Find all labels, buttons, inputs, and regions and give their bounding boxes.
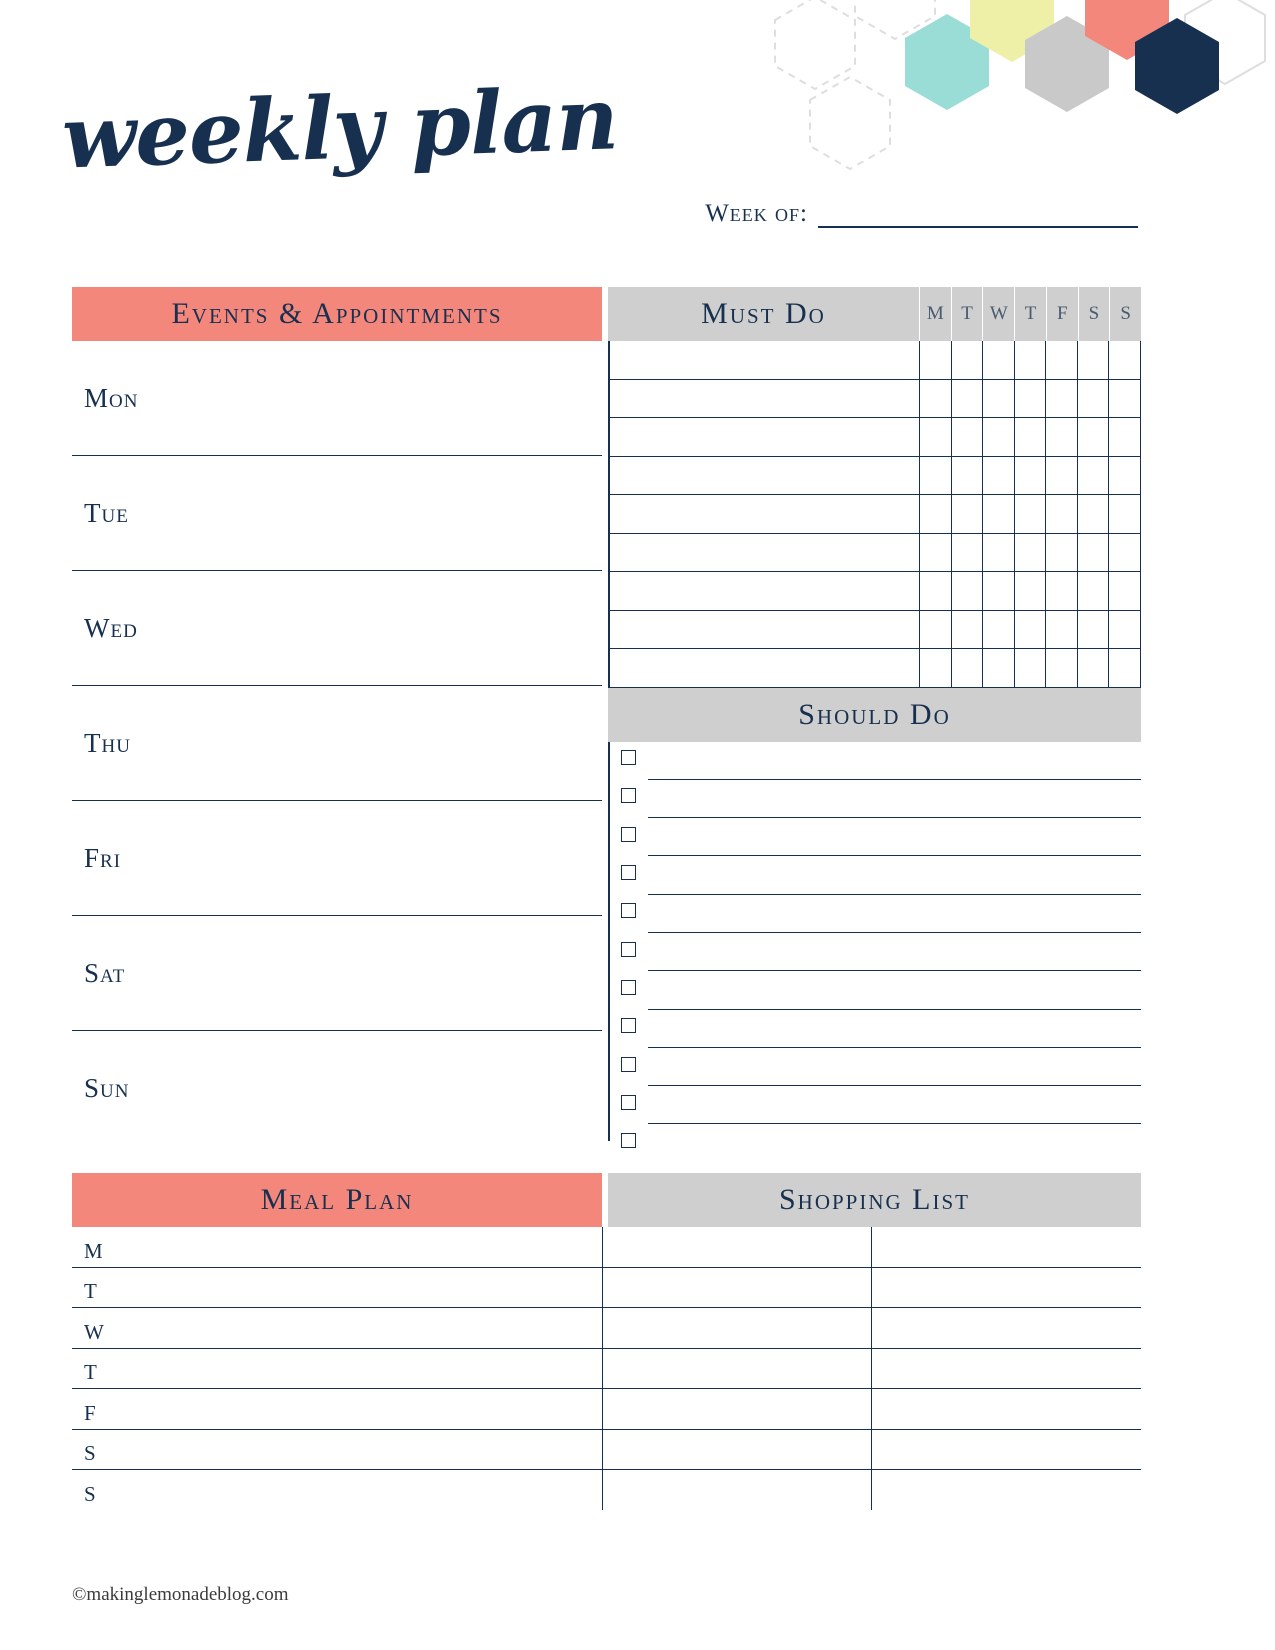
- must-do-row[interactable]: [608, 341, 1141, 380]
- must-do-check-f[interactable]: [1045, 572, 1077, 611]
- footer-credit: ©makinglemonadeblog.com: [72, 1584, 289, 1605]
- events-section: [72, 287, 602, 1145]
- must-do-check-m[interactable]: [919, 611, 951, 650]
- must-do-check-t2[interactable]: [1014, 457, 1046, 496]
- must-do-check-t2[interactable]: [1014, 418, 1046, 457]
- must-do-day-initials: [919, 287, 1141, 341]
- must-do-row[interactable]: [608, 534, 1141, 573]
- meal-day-w: W: [84, 1319, 104, 1344]
- should-do-task-line[interactable]: [648, 855, 1141, 894]
- shopping-cell-right[interactable]: [871, 1349, 1141, 1389]
- meal-shopping-row[interactable]: [72, 1430, 1141, 1471]
- events-day-rows: [72, 341, 602, 1145]
- should-do-task-line[interactable]: [648, 817, 1141, 856]
- day-initial-w: W: [982, 287, 1014, 341]
- must-do-row[interactable]: [608, 418, 1141, 457]
- meal-day-t: T: [84, 1279, 97, 1303]
- shopping-cell-left[interactable]: [602, 1268, 871, 1308]
- should-do-checkbox-cell[interactable]: [608, 933, 648, 971]
- shopping-cell-right[interactable]: [871, 1389, 1141, 1429]
- must-do-check-w[interactable]: [982, 457, 1014, 496]
- must-do-check-t[interactable]: [951, 611, 983, 650]
- meal-cell[interactable]: [72, 1389, 602, 1429]
- meal-cell[interactable]: [72, 1349, 602, 1389]
- must-do-check-t2[interactable]: [1014, 572, 1046, 611]
- must-do-checkboxes: [919, 418, 1141, 457]
- must-do-check-t[interactable]: [951, 572, 983, 611]
- must-do-check-w[interactable]: [982, 341, 1014, 380]
- should-do-checkbox-cell[interactable]: [608, 1048, 648, 1086]
- bottom-rows: [72, 1227, 1141, 1510]
- must-do-check-f[interactable]: [1045, 611, 1077, 650]
- must-do-check-s[interactable]: [1077, 534, 1109, 573]
- events-day-row[interactable]: [72, 571, 602, 686]
- week-of-field[interactable]: [705, 200, 1138, 228]
- meal-plan-heading: Meal Plan: [72, 1173, 602, 1227]
- must-do-row[interactable]: [608, 380, 1141, 419]
- events-day-row[interactable]: [72, 916, 602, 1031]
- must-do-check-f[interactable]: [1045, 418, 1077, 457]
- must-do-checkboxes: [919, 611, 1141, 650]
- should-do-row[interactable]: [608, 742, 1141, 780]
- shopping-cell-left[interactable]: [602, 1349, 871, 1389]
- must-do-check-s[interactable]: [1077, 418, 1109, 457]
- checkbox-icon[interactable]: [621, 1018, 636, 1033]
- must-do-task-line[interactable]: [608, 611, 919, 650]
- must-do-check-f[interactable]: [1045, 534, 1077, 573]
- must-do-check-w[interactable]: [982, 611, 1014, 650]
- meal-cell[interactable]: [72, 1308, 602, 1348]
- meal-cell[interactable]: [72, 1470, 602, 1510]
- checkbox-icon[interactable]: [621, 1095, 636, 1110]
- bottom-headers: [72, 1173, 1141, 1227]
- should-do-checkbox-cell[interactable]: [608, 895, 648, 933]
- day-label-fri: Fri: [84, 843, 122, 873]
- should-do-row[interactable]: [608, 895, 1141, 933]
- should-do-checkbox-cell[interactable]: [608, 856, 648, 894]
- must-do-check-m[interactable]: [919, 572, 951, 611]
- must-do-check-s[interactable]: [1077, 457, 1109, 496]
- events-heading: Events & Appointments: [72, 287, 602, 341]
- must-do-task-line[interactable]: [608, 380, 919, 419]
- must-do-check-m[interactable]: [919, 418, 951, 457]
- meal-shopping-row[interactable]: [72, 1308, 1141, 1349]
- meal-shopping-row[interactable]: [72, 1227, 1141, 1268]
- events-day-row[interactable]: [72, 341, 602, 456]
- day-initial-t: T: [951, 287, 983, 341]
- must-do-row[interactable]: [608, 611, 1141, 650]
- must-do-row[interactable]: [608, 649, 1141, 688]
- must-do-check-w[interactable]: [982, 418, 1014, 457]
- must-do-task-line[interactable]: [608, 649, 919, 688]
- meal-day-t2: T: [84, 1360, 97, 1384]
- must-do-check-t2[interactable]: [1014, 534, 1046, 573]
- should-do-row[interactable]: [608, 1086, 1141, 1124]
- week-of-label: Week of:: [705, 200, 808, 227]
- events-day-row[interactable]: [72, 456, 602, 571]
- shopping-cell-left[interactable]: [602, 1389, 871, 1429]
- must-do-check-f[interactable]: [1045, 495, 1077, 534]
- shopping-cell-right[interactable]: [871, 1268, 1141, 1308]
- shopping-list-heading: Shopping List: [608, 1173, 1141, 1227]
- must-do-check-s2[interactable]: [1108, 380, 1141, 419]
- shopping-cell-right[interactable]: [871, 1470, 1141, 1510]
- events-day-row[interactable]: [72, 686, 602, 801]
- should-do-checkbox-cell[interactable]: [608, 1086, 648, 1124]
- meal-cell[interactable]: [72, 1227, 602, 1267]
- must-do-check-t[interactable]: [951, 457, 983, 496]
- must-do-check-s[interactable]: [1077, 380, 1109, 419]
- shopping-cell-left[interactable]: [602, 1227, 871, 1267]
- must-do-check-t2[interactable]: [1014, 341, 1046, 380]
- should-do-row[interactable]: [608, 818, 1141, 856]
- should-do-row[interactable]: [608, 971, 1141, 1009]
- shopping-cell-right[interactable]: [871, 1430, 1141, 1470]
- must-do-check-f[interactable]: [1045, 380, 1077, 419]
- day-label-thu: Thu: [84, 728, 131, 758]
- should-do-checkbox-cell[interactable]: [608, 1010, 648, 1048]
- must-do-check-t2[interactable]: [1014, 495, 1046, 534]
- must-do-checkboxes: [919, 341, 1141, 380]
- must-do-check-w[interactable]: [982, 380, 1014, 419]
- must-do-check-t2[interactable]: [1014, 380, 1046, 419]
- shopping-cell-left[interactable]: [602, 1470, 871, 1510]
- must-do-check-s[interactable]: [1077, 495, 1109, 534]
- should-do-checkbox-cell[interactable]: [608, 971, 648, 1009]
- events-day-row[interactable]: [72, 1031, 602, 1145]
- must-do-check-m[interactable]: [919, 495, 951, 534]
- must-do-check-s[interactable]: [1077, 572, 1109, 611]
- checkbox-icon[interactable]: [621, 980, 636, 995]
- must-do-checkboxes: [919, 534, 1141, 573]
- must-do-task-line[interactable]: [608, 457, 919, 496]
- should-do-row[interactable]: [608, 933, 1141, 971]
- must-do-check-m[interactable]: [919, 380, 951, 419]
- day-initial-s: S: [1078, 287, 1110, 341]
- should-do-task-line[interactable]: [648, 932, 1141, 971]
- must-do-check-s2[interactable]: [1108, 341, 1141, 380]
- day-initial-f: F: [1046, 287, 1078, 341]
- should-do-checkbox-cell[interactable]: [608, 818, 648, 856]
- bottom-section: [72, 1173, 1141, 1510]
- page-title: weekly plan: [60, 68, 620, 189]
- day-label-tue: Tue: [84, 498, 129, 528]
- day-initial-m: M: [919, 287, 951, 341]
- should-do-heading: Should Do: [608, 688, 1141, 742]
- must-do-check-t[interactable]: [951, 418, 983, 457]
- must-do-check-f[interactable]: [1045, 457, 1077, 496]
- must-do-check-t[interactable]: [951, 534, 983, 573]
- must-do-check-m[interactable]: [919, 457, 951, 496]
- events-day-row[interactable]: [72, 801, 602, 916]
- must-do-check-t[interactable]: [951, 649, 983, 688]
- should-do-task-line[interactable]: [648, 1085, 1141, 1124]
- must-do-check-m[interactable]: [919, 534, 951, 573]
- must-do-task-line[interactable]: [608, 572, 919, 611]
- should-do-task-line[interactable]: [648, 970, 1141, 1009]
- must-do-row[interactable]: [608, 572, 1141, 611]
- week-of-write-line[interactable]: [818, 204, 1138, 228]
- checkbox-icon[interactable]: [621, 788, 636, 803]
- should-do-task-line[interactable]: [648, 894, 1141, 933]
- should-do-task-line[interactable]: [648, 741, 1141, 780]
- checkbox-icon[interactable]: [621, 750, 636, 765]
- must-do-check-s2[interactable]: [1108, 495, 1141, 534]
- must-do-task-line[interactable]: [608, 534, 919, 573]
- must-do-row[interactable]: [608, 495, 1141, 534]
- must-do-check-t[interactable]: [951, 380, 983, 419]
- must-do-check-s2[interactable]: [1108, 534, 1141, 573]
- meal-day-m: M: [84, 1238, 103, 1263]
- shopping-cell-right[interactable]: [871, 1227, 1141, 1267]
- should-do-row[interactable]: [608, 1010, 1141, 1048]
- must-do-check-s2[interactable]: [1108, 457, 1141, 496]
- should-do-row[interactable]: [608, 1048, 1141, 1086]
- must-do-check-w[interactable]: [982, 534, 1014, 573]
- should-do-rows: [608, 742, 1141, 1163]
- should-do-row[interactable]: [608, 780, 1141, 818]
- checkbox-icon[interactable]: [621, 1057, 636, 1072]
- should-do-row[interactable]: [608, 856, 1141, 894]
- must-do-heading: Must Do: [701, 297, 826, 330]
- must-do-header: [608, 287, 1141, 341]
- must-do-check-w[interactable]: [982, 649, 1014, 688]
- should-do-checkbox-cell[interactable]: [608, 742, 648, 780]
- meal-day-s: S: [84, 1441, 96, 1465]
- day-label-sun: Sun: [84, 1073, 130, 1103]
- must-do-check-s2[interactable]: [1108, 611, 1141, 650]
- must-do-check-s[interactable]: [1077, 341, 1109, 380]
- shopping-cell-right[interactable]: [871, 1308, 1141, 1348]
- meal-shopping-row[interactable]: [72, 1389, 1141, 1430]
- day-label-wed: Wed: [84, 613, 138, 643]
- must-do-check-s[interactable]: [1077, 649, 1109, 688]
- must-do-check-t[interactable]: [951, 495, 983, 534]
- day-initial-s2: S: [1109, 287, 1141, 341]
- meal-day-s2: S: [84, 1481, 96, 1506]
- must-do-check-s2[interactable]: [1108, 572, 1141, 611]
- must-do-checkboxes: [919, 457, 1141, 496]
- meal-shopping-row[interactable]: [72, 1470, 1141, 1510]
- must-do-task-line[interactable]: [608, 418, 919, 457]
- meal-shopping-row[interactable]: [72, 1349, 1141, 1390]
- meal-day-f: F: [84, 1400, 96, 1425]
- must-do-check-f[interactable]: [1045, 341, 1077, 380]
- should-do-task-line[interactable]: [648, 1009, 1141, 1048]
- should-do-task-line[interactable]: [648, 1047, 1141, 1086]
- must-do-check-t2[interactable]: [1014, 611, 1046, 650]
- should-do-row[interactable]: [608, 1124, 1141, 1162]
- must-do-checkboxes: [919, 380, 1141, 419]
- tasks-section: [608, 287, 1141, 1163]
- must-do-row[interactable]: [608, 457, 1141, 496]
- must-do-check-s[interactable]: [1077, 611, 1109, 650]
- should-do-task-line[interactable]: [648, 779, 1141, 818]
- must-do-task-line[interactable]: [608, 341, 919, 380]
- day-label-mon: Mon: [84, 383, 139, 413]
- meal-shopping-row[interactable]: [72, 1268, 1141, 1309]
- checkbox-icon[interactable]: [621, 942, 636, 957]
- meal-cell[interactable]: [72, 1268, 602, 1308]
- must-do-checkboxes: [919, 572, 1141, 611]
- hexagon-decoration-icon: [715, 0, 1275, 200]
- day-initial-t2: T: [1014, 287, 1046, 341]
- day-label-sat: Sat: [84, 958, 126, 988]
- must-do-check-t[interactable]: [951, 341, 983, 380]
- must-do-check-s2[interactable]: [1108, 418, 1141, 457]
- must-do-checkboxes: [919, 495, 1141, 534]
- should-do-task-line: [648, 1124, 1141, 1162]
- shopping-cell-left[interactable]: [602, 1430, 871, 1470]
- checkbox-icon[interactable]: [621, 827, 636, 842]
- must-do-check-f[interactable]: [1045, 649, 1077, 688]
- meal-cell[interactable]: [72, 1430, 602, 1470]
- checkbox-icon[interactable]: [621, 865, 636, 880]
- should-do-checkbox-cell[interactable]: [608, 780, 648, 818]
- checkbox-icon[interactable]: [621, 903, 636, 918]
- must-do-check-t2[interactable]: [1014, 649, 1046, 688]
- must-do-check-m[interactable]: [919, 649, 951, 688]
- must-do-rows: [608, 341, 1141, 688]
- must-do-checkboxes: [919, 649, 1141, 688]
- must-do-check-w[interactable]: [982, 495, 1014, 534]
- shopping-cell-left[interactable]: [602, 1308, 871, 1348]
- must-do-task-line[interactable]: [608, 495, 919, 534]
- must-do-check-s2[interactable]: [1108, 649, 1141, 688]
- must-do-check-w[interactable]: [982, 572, 1014, 611]
- should-do-checkbox-cell[interactable]: [608, 1124, 648, 1162]
- checkbox-icon[interactable]: [621, 1133, 636, 1148]
- must-do-check-m[interactable]: [919, 341, 951, 380]
